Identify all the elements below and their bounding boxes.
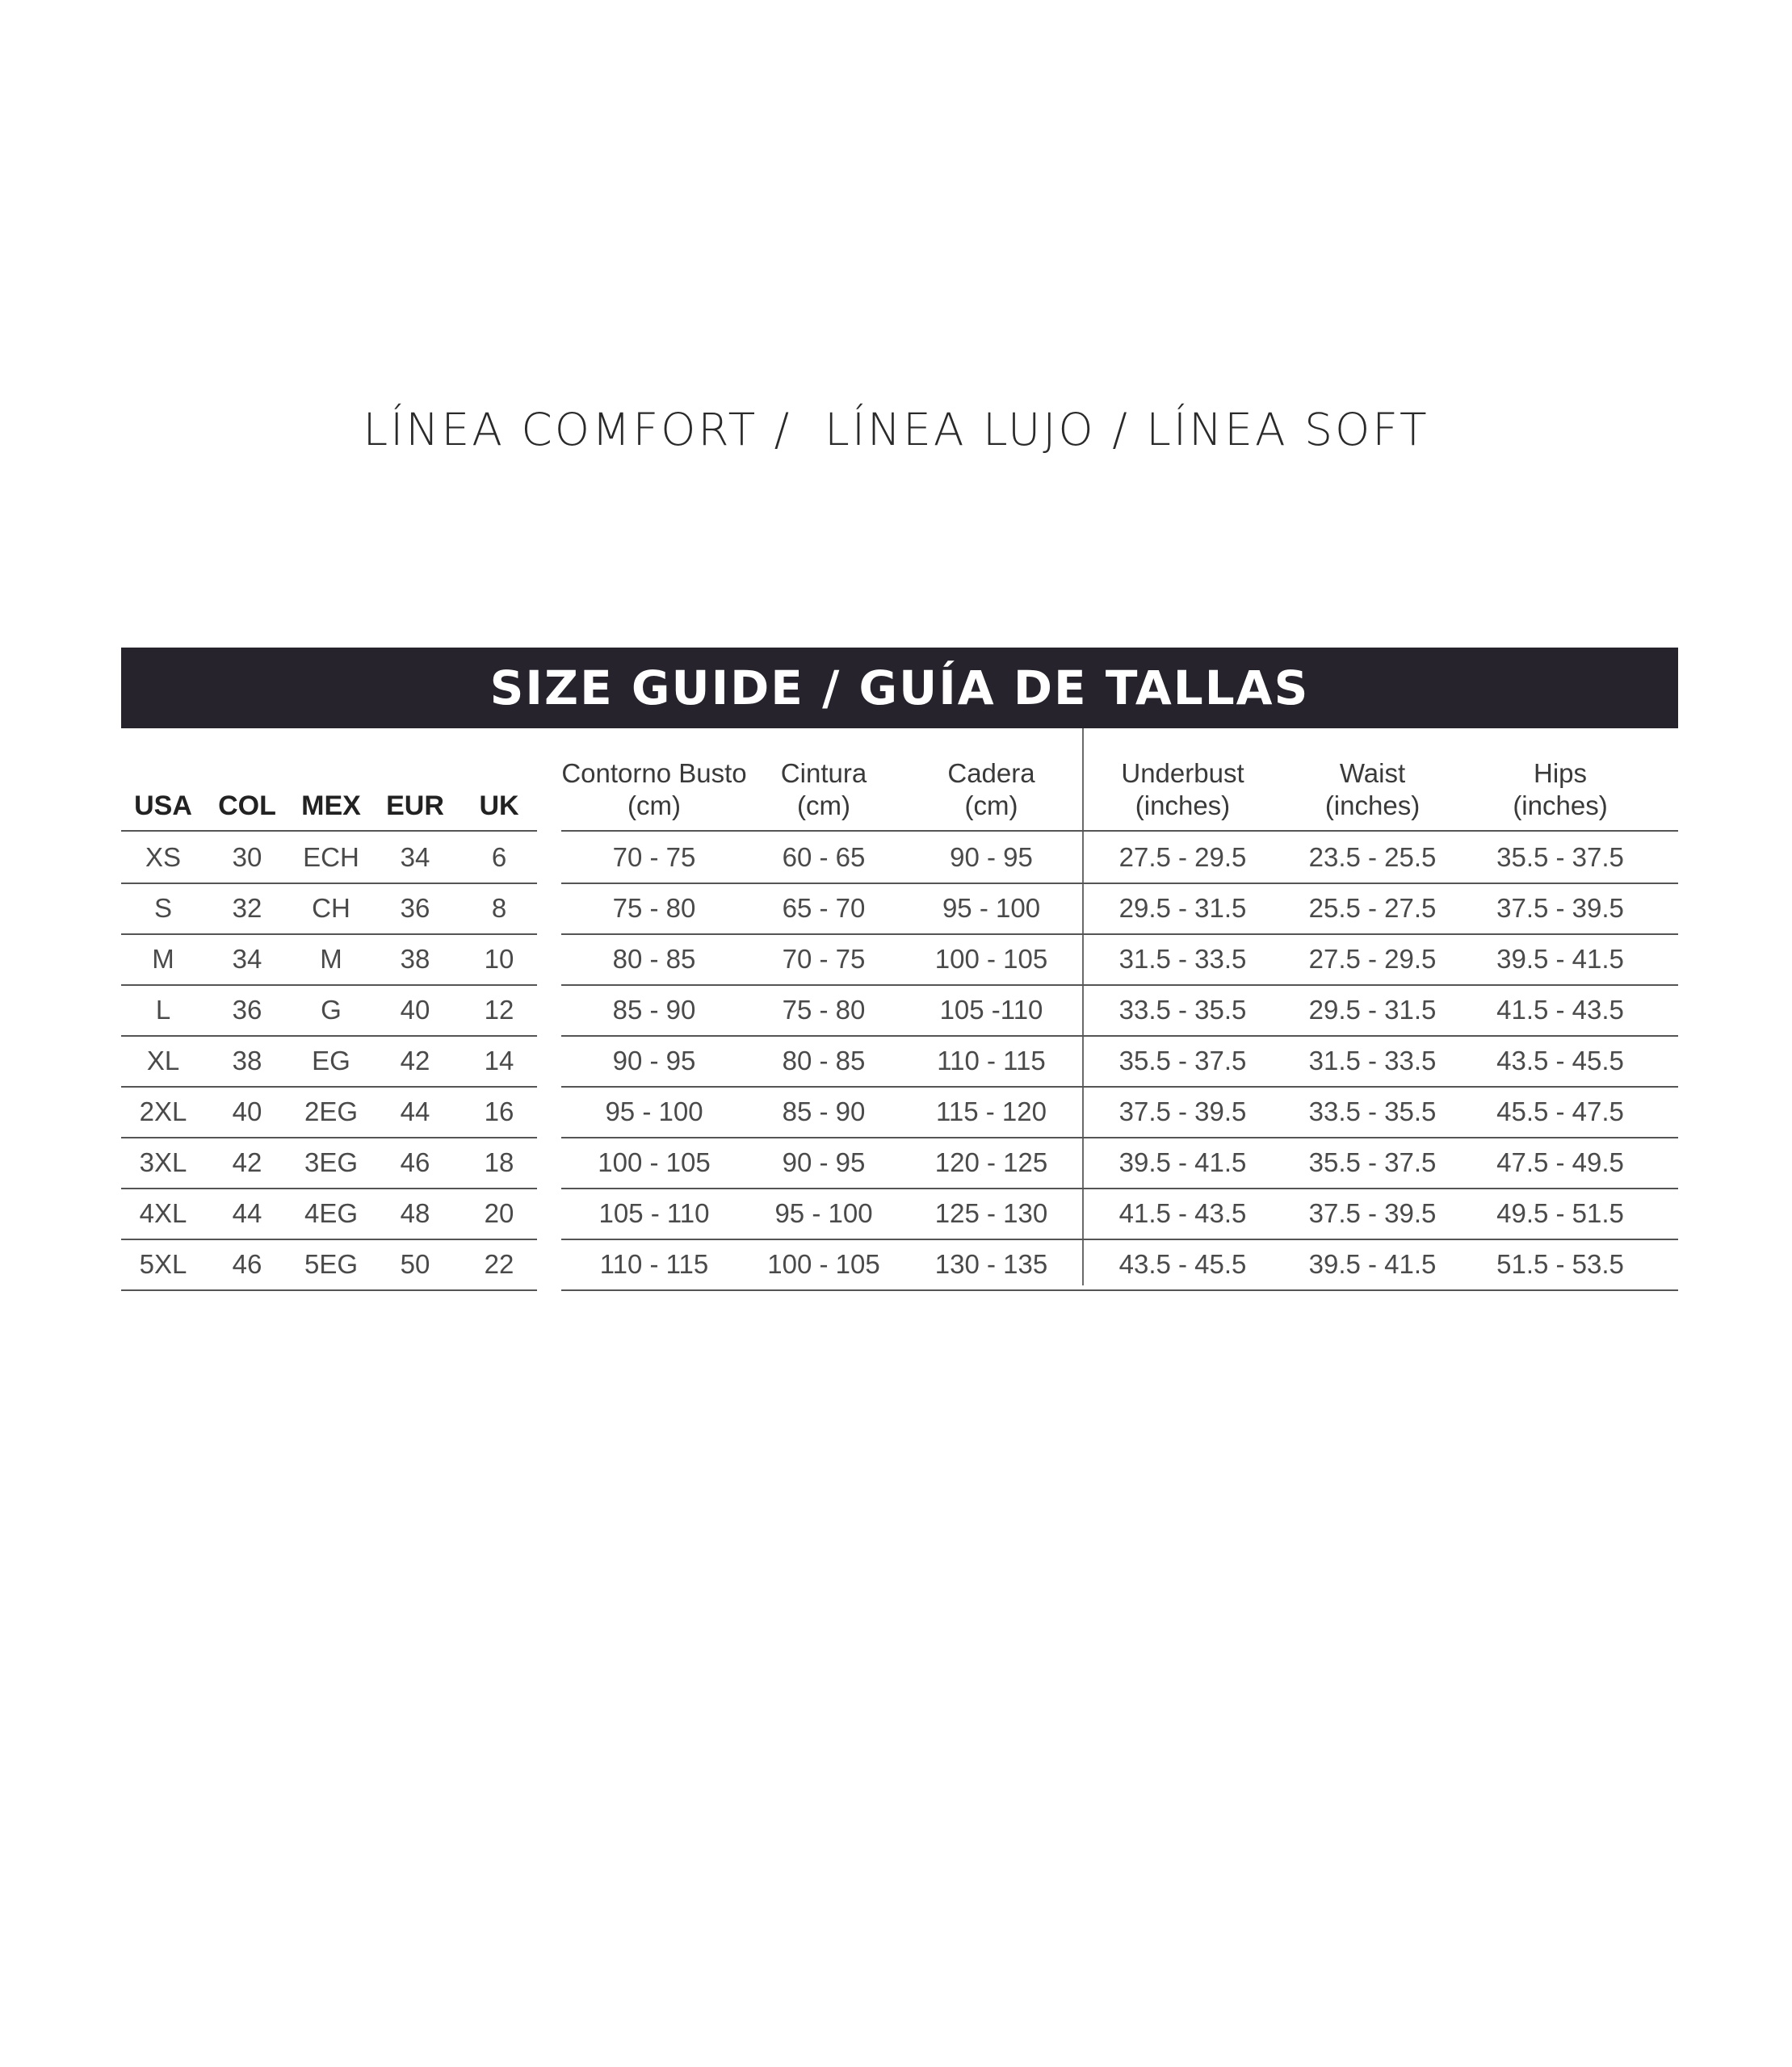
cell-mex: 2EG	[304, 1096, 359, 1126]
cell-usa: 3XL	[139, 1147, 187, 1177]
header-waist-cm-label: Cintura	[780, 758, 867, 788]
cell-hip-cm: 90 - 95	[950, 841, 1033, 872]
cell-bust-cm: 110 - 115	[599, 1248, 709, 1279]
cell-mex: 5EG	[304, 1248, 359, 1279]
cell-hip-cm: 95 - 100	[942, 892, 1041, 923]
cell-hips-in: 41.5 - 43.5	[1496, 994, 1624, 1025]
cell-waist-in: 29.5 - 31.5	[1308, 994, 1437, 1025]
cell-col: 40	[232, 1096, 262, 1126]
cell-underbust-in: 31.5 - 33.5	[1118, 943, 1247, 974]
cell-waist-in: 37.5 - 39.5	[1308, 1197, 1437, 1228]
cell-hips-in: 39.5 - 41.5	[1496, 943, 1624, 974]
table-row	[121, 1188, 1678, 1239]
cell-col: 44	[232, 1197, 262, 1228]
product-lines-title: LÍNEA COMFORT / LÍNEA LUJO / LÍNEA SOFT	[363, 404, 1429, 455]
cell-uk: 22	[484, 1248, 514, 1279]
cell-usa: 5XL	[139, 1248, 187, 1279]
cell-hip-cm: 110 - 115	[937, 1045, 1046, 1075]
header-waist-cm-unit: (cm)	[797, 790, 850, 820]
cell-uk: 6	[491, 841, 507, 872]
header-hips-in-label: Hips	[1533, 758, 1588, 788]
cell-hips-in: 35.5 - 37.5	[1496, 841, 1624, 872]
cell-col: 38	[232, 1045, 262, 1075]
cell-bust-cm: 90 - 95	[612, 1045, 696, 1075]
cell-eur: 42	[400, 1045, 430, 1075]
cell-bust-cm: 105 - 110	[598, 1197, 710, 1228]
cell-underbust-in: 35.5 - 37.5	[1118, 1045, 1247, 1075]
table-row	[121, 1086, 1678, 1137]
cell-bust-cm: 85 - 90	[612, 994, 696, 1025]
cell-underbust-in: 29.5 - 31.5	[1118, 892, 1247, 923]
cell-col: 34	[232, 943, 262, 974]
cell-eur: 48	[400, 1197, 430, 1228]
cell-hip-cm: 105 -110	[939, 994, 1043, 1025]
header-bust-cm-unit: (cm)	[627, 790, 681, 820]
cell-hip-cm: 100 - 105	[934, 943, 1048, 974]
cell-waist-cm: 85 - 90	[782, 1096, 866, 1126]
cell-waist-in: 31.5 - 33.5	[1308, 1045, 1437, 1075]
header-hip-cm	[900, 728, 1082, 830]
cell-hip-cm: 120 - 125	[934, 1147, 1048, 1177]
cell-eur: 36	[400, 892, 430, 923]
cell-col: 42	[232, 1147, 262, 1177]
cell-underbust-in: 37.5 - 39.5	[1118, 1096, 1247, 1126]
cell-mex: 4EG	[304, 1197, 359, 1228]
header-eur: EUR	[386, 790, 444, 821]
cell-mex: ECH	[303, 841, 359, 872]
cell-hips-in: 47.5 - 49.5	[1496, 1147, 1624, 1177]
cell-hip-cm: 130 - 135	[934, 1248, 1048, 1279]
cell-waist-cm: 65 - 70	[782, 892, 866, 923]
header-uk: UK	[479, 790, 519, 821]
cell-mex: CH	[312, 892, 350, 923]
cell-uk: 20	[484, 1197, 514, 1228]
cell-uk: 12	[484, 994, 514, 1025]
cell-col: 36	[232, 994, 262, 1025]
cell-hips-in: 37.5 - 39.5	[1496, 892, 1624, 923]
header-bust-cm-label: Contorno Busto	[561, 758, 747, 788]
cell-bust-cm: 95 - 100	[605, 1096, 703, 1126]
cell-waist-cm: 70 - 75	[782, 943, 866, 974]
table-row	[121, 883, 1678, 933]
table-row	[121, 1035, 1678, 1086]
header-underbust-in	[1084, 728, 1282, 830]
cell-eur: 38	[400, 943, 430, 974]
cell-uk: 18	[484, 1147, 514, 1177]
cell-underbust-in: 27.5 - 29.5	[1118, 841, 1247, 872]
cell-hips-in: 51.5 - 53.5	[1496, 1248, 1624, 1279]
cell-waist-cm: 75 - 80	[782, 994, 866, 1025]
cell-hips-in: 43.5 - 45.5	[1496, 1045, 1624, 1075]
cell-underbust-in: 41.5 - 43.5	[1118, 1197, 1247, 1228]
cell-underbust-in: 43.5 - 45.5	[1118, 1248, 1247, 1279]
cell-eur: 44	[400, 1096, 430, 1126]
cell-hips-in: 45.5 - 47.5	[1496, 1096, 1624, 1126]
header-usa: USA	[134, 790, 192, 821]
cell-waist-in: 33.5 - 35.5	[1308, 1096, 1437, 1126]
cell-waist-in: 25.5 - 27.5	[1308, 892, 1437, 923]
header-underbust-in-unit: (inches)	[1135, 790, 1231, 820]
header-mex: MEX	[301, 790, 361, 821]
cell-waist-in: 39.5 - 41.5	[1308, 1248, 1437, 1279]
cell-waist-in: 23.5 - 25.5	[1308, 841, 1437, 872]
cell-usa: L	[155, 994, 171, 1025]
header-hip-cm-unit: (cm)	[964, 790, 1018, 820]
size-table	[121, 728, 1678, 1285]
header-waist-in-unit: (inches)	[1324, 790, 1421, 820]
cell-mex: EG	[312, 1045, 350, 1075]
cell-eur: 50	[400, 1248, 430, 1279]
header-hips-in-unit: (inches)	[1513, 790, 1608, 820]
cell-usa: XL	[146, 1045, 180, 1075]
cell-waist-cm: 100 - 105	[767, 1248, 880, 1279]
cell-bust-cm: 75 - 80	[612, 892, 696, 923]
cell-mex: 3EG	[304, 1147, 359, 1177]
header-hips-in	[1463, 728, 1657, 830]
cell-usa: 2XL	[139, 1096, 187, 1126]
row-rule-left	[121, 1289, 537, 1291]
cell-bust-cm: 70 - 75	[612, 841, 696, 872]
cell-usa: 4XL	[139, 1197, 187, 1228]
cell-uk: 14	[484, 1045, 514, 1075]
header-waist-cm	[747, 728, 900, 830]
header-waist-in-label: Waist	[1339, 758, 1406, 788]
cell-uk: 10	[484, 943, 514, 974]
cell-uk: 8	[491, 892, 507, 923]
cell-hip-cm: 115 - 120	[936, 1096, 1047, 1126]
table-row	[121, 933, 1678, 984]
table-row	[121, 832, 1678, 883]
cell-waist-in: 35.5 - 37.5	[1308, 1147, 1437, 1177]
cell-usa: M	[152, 943, 174, 974]
header-underbust-in-label: Underbust	[1121, 758, 1244, 788]
cell-bust-cm: 80 - 85	[612, 943, 696, 974]
cell-mex: M	[320, 943, 342, 974]
cell-underbust-in: 33.5 - 35.5	[1118, 994, 1247, 1025]
header-bust-cm	[561, 728, 747, 830]
cell-col: 46	[232, 1248, 262, 1279]
table-row	[121, 1239, 1678, 1289]
cell-col: 32	[232, 892, 262, 923]
cell-waist-in: 27.5 - 29.5	[1308, 943, 1437, 974]
header-waist-in	[1282, 728, 1463, 830]
header-col: COL	[218, 790, 276, 821]
cell-usa: S	[153, 892, 172, 923]
cell-waist-cm: 80 - 85	[782, 1045, 866, 1075]
cell-hip-cm: 125 - 130	[934, 1197, 1048, 1228]
cell-waist-cm: 95 - 100	[774, 1197, 873, 1228]
cell-mex: G	[321, 994, 342, 1025]
cell-bust-cm: 100 - 105	[598, 1147, 711, 1177]
cell-hips-in: 49.5 - 51.5	[1496, 1197, 1624, 1228]
cell-eur: 34	[400, 841, 430, 872]
header-hip-cm-label: Cadera	[947, 758, 1035, 788]
cell-underbust-in: 39.5 - 41.5	[1118, 1147, 1247, 1177]
table-row	[121, 1137, 1678, 1188]
cell-waist-cm: 90 - 95	[782, 1147, 866, 1177]
size-guide-banner: SIZE GUIDE / GUÍA DE TALLAS	[121, 648, 1678, 728]
cell-eur: 40	[400, 994, 430, 1025]
cell-uk: 16	[484, 1096, 514, 1126]
cell-col: 30	[232, 841, 262, 872]
cell-usa: XS	[145, 841, 182, 872]
table-row	[121, 984, 1678, 1035]
row-rule-right	[561, 1289, 1678, 1291]
cell-waist-cm: 60 - 65	[782, 841, 866, 872]
cell-eur: 46	[400, 1147, 430, 1177]
